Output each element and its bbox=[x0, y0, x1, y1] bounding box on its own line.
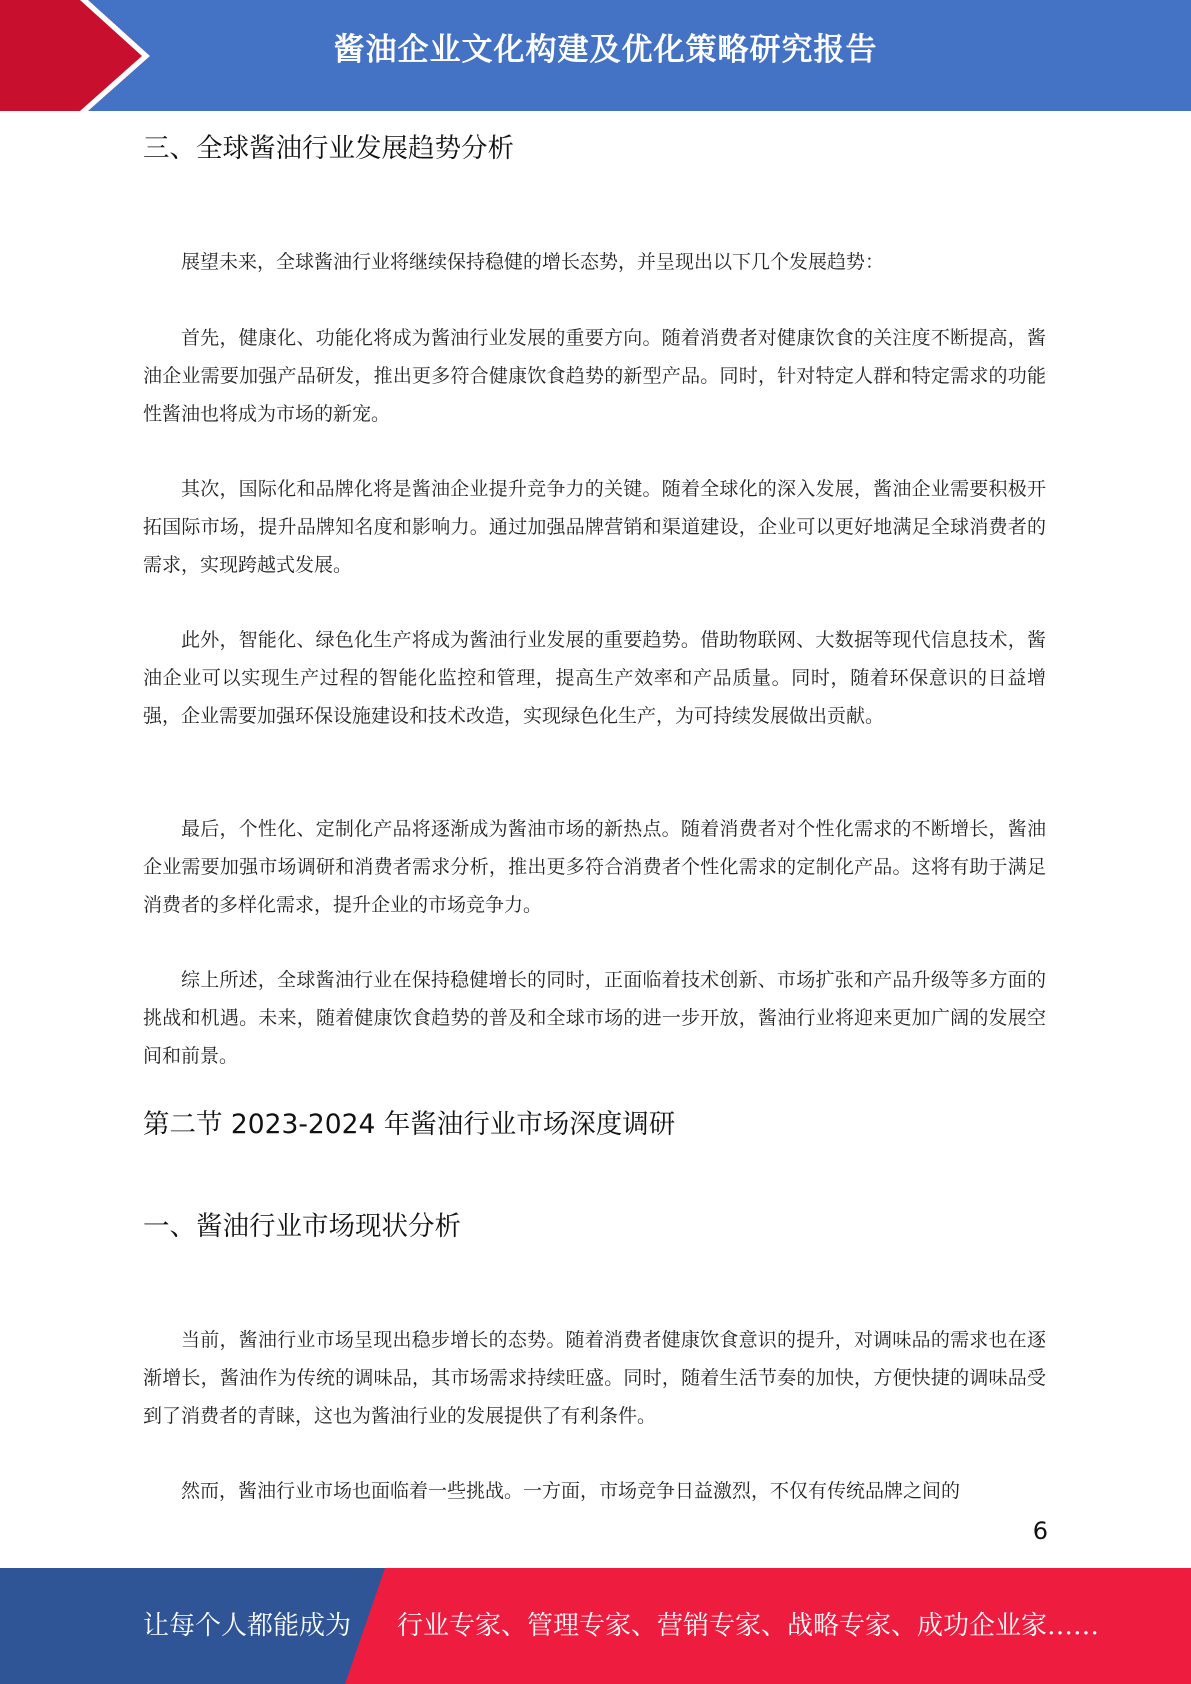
chapter-heading: 第二节 2023-2024 年酱油行业市场深度调研 bbox=[143, 1109, 676, 1140]
section-heading: 三、全球酱油行业发展趋势分析 bbox=[143, 133, 514, 164]
page-number: 6 bbox=[1032, 1517, 1048, 1545]
paragraph: 首先，健康化、功能化将成为酱油行业发展的重要方向。随着消费者对健康饮食的关注度不断提高，酱油企业需要加强产品研发，推出更多符合健康饮食趋势的新型产品。同时，针对特定人群和特定需求的功能性酱油也将成为市场的新宠。 bbox=[143, 327, 1046, 425]
paragraph: 展望未来，全球酱油行业将继续保持稳健的增长态势，并呈现出以下几个发展趋势： bbox=[181, 251, 885, 273]
paragraph: 最后，个性化、定制化产品将逐渐成为酱油市场的新热点。随着消费者对个性化需求的不断增长，酱油企业需要加强市场调研和消费者需求分析，推出更多符合消费者个性化需求的定制化产品。这将有助于满足消费者的多样化需求，提升企业的市场竞争力。 bbox=[143, 818, 1046, 916]
page-header-banner bbox=[0, 0, 1191, 111]
page-footer-banner bbox=[0, 1568, 1191, 1684]
paragraph: 然而，酱油行业市场也面临着一些挑战。一方面，市场竞争日益激烈，不仅有传统品牌之间的 bbox=[181, 1480, 961, 1502]
paragraph: 综上所述，全球酱油行业在保持稳健增长的同时，正面临着技术创新、市场扩张和产品升级等多方面的挑战和机遇。未来，随着健康饮食趋势的普及和全球市场的进一步开放，酱油行业将迎来更加广阔的发展空间和前景。 bbox=[143, 969, 1046, 1067]
footer-slogan-right: 行业专家、管理专家、营销专家、战略专家、成功企业家…… bbox=[397, 1611, 1100, 1641]
subsection-heading: 一、酱油行业市场现状分析 bbox=[143, 1211, 461, 1242]
paragraph: 其次，国际化和品牌化将是酱油企业提升竞争力的关键。随着全球化的深入发展，酱油企业需要积极开拓国际市场，提升品牌知名度和影响力。通过加强品牌营销和渠道建设，企业可以更好地满足全球消费者的需求，实现跨越式发展。 bbox=[143, 478, 1046, 576]
paragraph: 当前，酱油行业市场呈现出稳步增长的态势。随着消费者健康饮食意识的提升，对调味品的需求也在逐渐增长，酱油作为传统的调味品，其市场需求持续旺盛。同时，随着生活节奏的加快，方便快捷的调味品受到了消费者的青睐，这也为酱油行业的发展提供了有利条件。 bbox=[143, 1329, 1046, 1427]
paragraph: 此外，智能化、绿色化生产将成为酱油行业发展的重要趋势。借助物联网、大数据等现代信息技术，酱油企业可以实现生产过程的智能化监控和管理，提高生产效率和产品质量。同时，随着环保意识的日益增强，企业需要加强环保设施建设和技术改造，实现绿色化生产，为可持续发展做出贡献。 bbox=[143, 629, 1046, 727]
report-title: 酱油企业文化构建及优化策略研究报告 bbox=[333, 32, 878, 68]
footer-slogan-left: 让每个人都能成为 bbox=[143, 1611, 352, 1641]
